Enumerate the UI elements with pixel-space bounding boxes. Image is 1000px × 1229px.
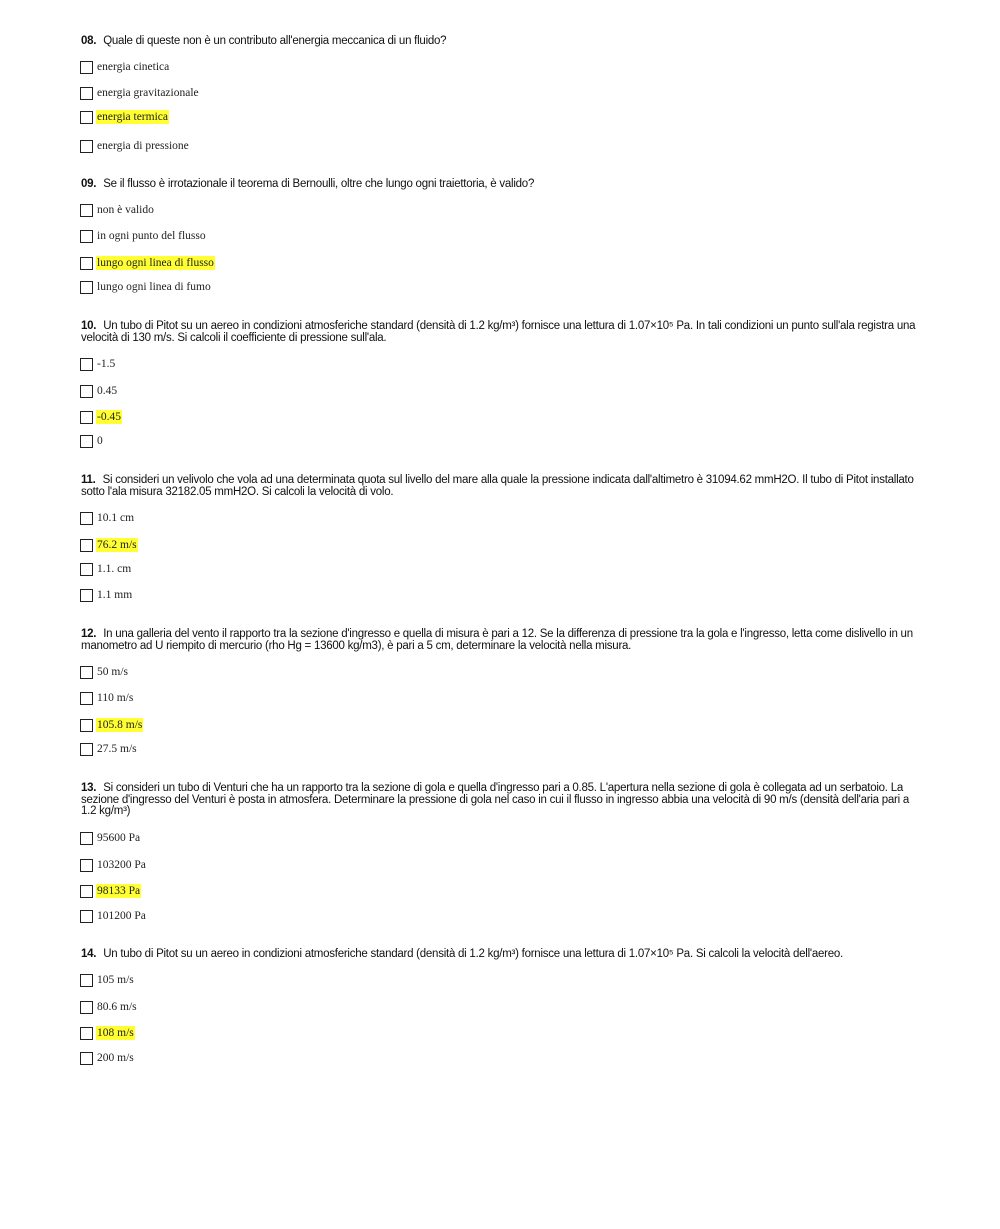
option-12-c[interactable] — [80, 717, 143, 733]
option-label: 0 — [97, 435, 103, 447]
option-08-b[interactable] — [80, 85, 200, 101]
checkbox[interactable] — [80, 589, 93, 602]
option-label-highlighted: 76.2 m/s — [97, 539, 137, 551]
question-text: Si consideri un tubo di Venturi che ha un rapporto tra la sezione di gola e quella d'ingresso pari a 0.85. L'apertura nella sezione di gola è collegata ad un serbatoio. La sezione d'ingresso del Venturi è posta in atmosfera. Determinare la pressione di gola nel caso in cui il flusso in ingresso abbia una velocità di 90 m/s (densità dell'aria pari a 1.2 kg/m³) — [81, 782, 909, 817]
question-09-text — [81, 179, 921, 191]
checkbox[interactable] — [80, 743, 93, 756]
checkbox[interactable] — [80, 1027, 93, 1040]
checkbox[interactable] — [80, 257, 93, 270]
checkbox[interactable] — [80, 230, 93, 243]
checkbox[interactable] — [80, 87, 93, 100]
option-label-highlighted: 108 m/s — [97, 1027, 134, 1039]
option-label: -1.5 — [97, 358, 116, 370]
question-number: 09. — [81, 178, 97, 190]
option-label: 105 m/s — [97, 974, 134, 986]
option-09-b[interactable] — [80, 228, 207, 244]
checkbox[interactable] — [80, 692, 93, 705]
checkbox[interactable] — [80, 974, 93, 987]
option-08-c[interactable] — [80, 109, 169, 125]
option-label-highlighted: 98133 Pa — [97, 885, 141, 897]
question-number: 11. — [81, 474, 96, 486]
option-12-b[interactable] — [80, 690, 134, 706]
option-label-highlighted: 105.8 m/s — [97, 719, 143, 731]
option-09-c[interactable] — [80, 255, 215, 271]
option-label: 200 m/s — [97, 1052, 134, 1064]
option-14-c[interactable] — [80, 1025, 135, 1041]
question-number: 12. — [81, 628, 97, 640]
option-label: 1.1 mm — [97, 589, 133, 601]
question-number: 13. — [81, 782, 97, 794]
option-09-a[interactable] — [80, 202, 155, 218]
option-label: 1.1. cm — [97, 563, 132, 575]
option-14-b[interactable] — [80, 999, 138, 1015]
option-12-d[interactable] — [80, 741, 138, 757]
question-number: 10. — [81, 320, 97, 332]
option-13-b[interactable] — [80, 857, 147, 873]
option-08-a[interactable] — [80, 59, 170, 75]
question-text: Un tubo di Pitot su un aereo in condizioni atmosferiche standard (densità di 1.2 kg/m³) fornisce una lettura di 1.07×10⁵ Pa. In tali condizioni un punto sull'ala registra una velocità di 130 m/s. Si calcoli il coefficiente di pressione sull'ala. — [81, 320, 916, 344]
option-13-a[interactable] — [80, 830, 141, 846]
checkbox[interactable] — [80, 358, 93, 371]
question-text: In una galleria del vento il rapporto tra la sezione d'ingresso e quella di misura è pari a 12. Se la differenza di pressione tra la gola e l'ingresso, letta come dislivello in un manometro ad U riempito di mercurio (rho Hg = 13600 kg/m3), è pari a 5 cm, determinare la velocità nella misura. — [81, 628, 913, 652]
option-09-d[interactable] — [80, 279, 212, 295]
option-label: energia di pressione — [97, 140, 189, 152]
checkbox[interactable] — [80, 832, 93, 845]
checkbox[interactable] — [80, 140, 93, 153]
question-10-text — [81, 321, 921, 344]
option-label: 110 m/s — [97, 692, 134, 704]
question-text: Quale di queste non è un contributo all'energia meccanica di un fluido? — [103, 35, 447, 47]
checkbox[interactable] — [80, 910, 93, 923]
checkbox[interactable] — [80, 512, 93, 525]
checkbox[interactable] — [80, 435, 93, 448]
option-08-d[interactable] — [80, 138, 190, 154]
option-label: 50 m/s — [97, 666, 128, 678]
question-text: Se il flusso è irrotazionale il teorema di Bernoulli, oltre che lungo ogni traiettoria, è valido? — [103, 178, 535, 190]
option-10-a[interactable] — [80, 356, 116, 372]
checkbox[interactable] — [80, 204, 93, 217]
checkbox[interactable] — [80, 411, 93, 424]
option-10-d[interactable] — [80, 433, 104, 449]
question-number: 08. — [81, 35, 97, 47]
question-11-text — [81, 475, 921, 498]
checkbox[interactable] — [80, 859, 93, 872]
option-label: 101200 Pa — [97, 910, 146, 922]
option-11-a[interactable] — [80, 510, 135, 526]
option-10-b[interactable] — [80, 383, 118, 399]
option-label: 103200 Pa — [97, 859, 146, 871]
option-label: in ogni punto del flusso — [97, 230, 206, 242]
question-text: Un tubo di Pitot su un aereo in condizioni atmosferiche standard (densità di 1.2 kg/m³) fornisce una lettura di 1.07×10⁵ Pa. Si calcoli la velocità dell'aereo. — [103, 948, 843, 960]
checkbox[interactable] — [80, 666, 93, 679]
checkbox[interactable] — [80, 1052, 93, 1065]
option-11-d[interactable] — [80, 587, 133, 603]
option-label: 27.5 m/s — [97, 743, 137, 755]
option-label: 95600 Pa — [97, 832, 141, 844]
checkbox[interactable] — [80, 281, 93, 294]
option-14-a[interactable] — [80, 972, 135, 988]
checkbox[interactable] — [80, 719, 93, 732]
option-label: non è valido — [97, 204, 154, 216]
option-label: 0.45 — [97, 385, 118, 397]
checkbox[interactable] — [80, 563, 93, 576]
option-label-highlighted: energia termica — [97, 111, 168, 123]
option-13-c[interactable] — [80, 883, 141, 899]
option-12-a[interactable] — [80, 664, 129, 680]
checkbox[interactable] — [80, 61, 93, 74]
option-10-c[interactable] — [80, 409, 122, 425]
checkbox[interactable] — [80, 539, 93, 552]
option-label: lungo ogni linea di fumo — [97, 281, 211, 293]
checkbox[interactable] — [80, 1001, 93, 1014]
option-13-d[interactable] — [80, 908, 147, 924]
option-11-c[interactable] — [80, 561, 132, 577]
option-label-highlighted: -0.45 — [97, 411, 121, 423]
checkbox[interactable] — [80, 885, 93, 898]
option-label: 80.6 m/s — [97, 1001, 137, 1013]
option-label: energia cinetica — [97, 61, 170, 73]
option-11-b[interactable] — [80, 537, 138, 553]
question-13-text — [81, 783, 921, 818]
checkbox[interactable] — [80, 111, 93, 124]
checkbox[interactable] — [80, 385, 93, 398]
question-text: Si consideri un velivolo che vola ad una determinata quota sul livello del mare alla quale la pressione indicata dall'altimetro è 31094.62 mmH2O. Il tubo di Pitot installato sotto l'ala misura 32182.05 mmH2O. Si calcoli la velocità di volo. — [81, 474, 914, 498]
option-14-d[interactable] — [80, 1050, 135, 1066]
option-label: energia gravitazionale — [97, 87, 199, 99]
question-14-text — [81, 949, 921, 961]
question-12-text — [81, 629, 921, 652]
option-label: 10.1 cm — [97, 512, 135, 524]
option-label-highlighted: lungo ogni linea di flusso — [97, 257, 214, 269]
question-08-text — [81, 36, 921, 48]
question-number: 14. — [81, 948, 97, 960]
